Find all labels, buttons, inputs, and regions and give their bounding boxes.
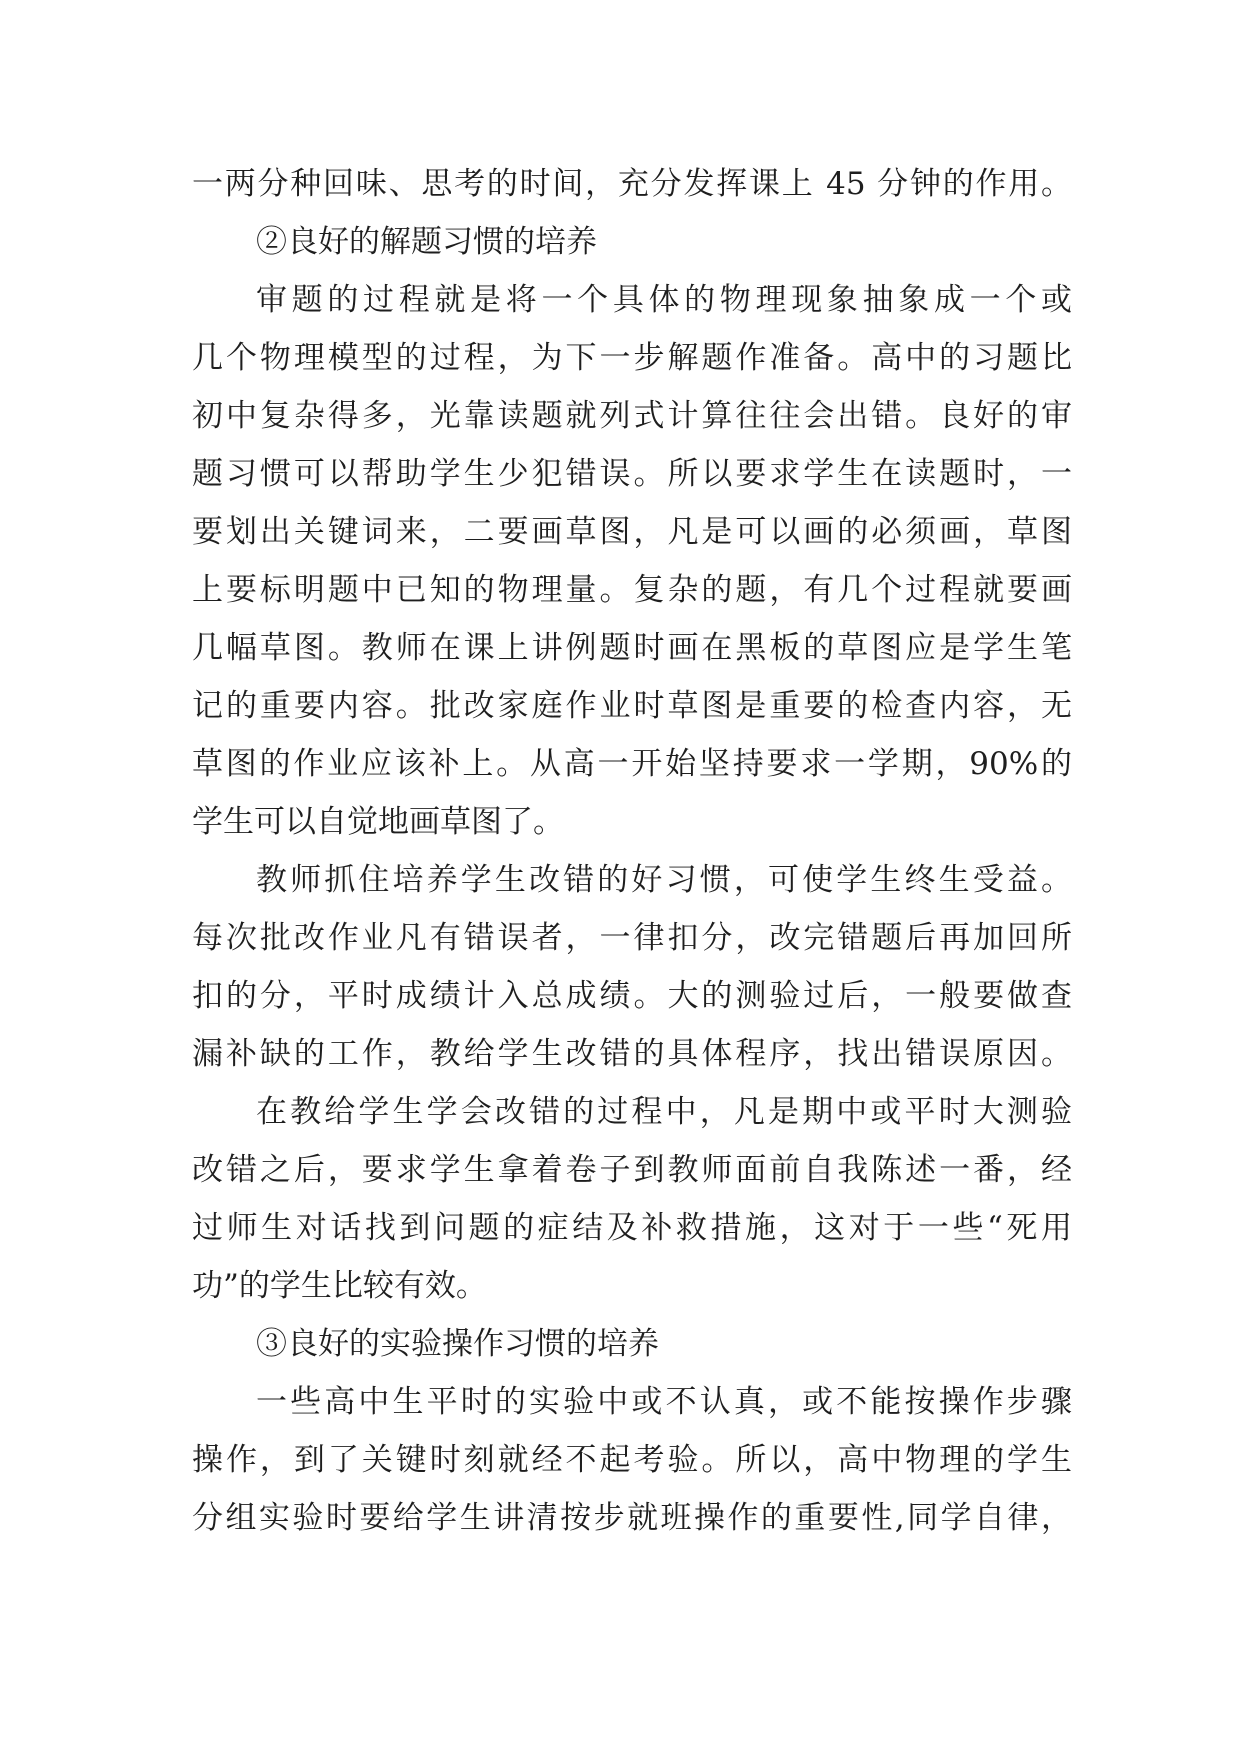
text-line: 改错之后，要求学生拿着卷子到教师面前自我陈述一番，经 <box>192 1152 1072 1188</box>
paragraph-first-line: 教师抓住培养学生改错的好习惯，可使学生终生受益。 <box>256 862 1072 898</box>
text-line: 每次批改作业凡有错误者，一律扣分，改完错题后再加回所 <box>192 920 1072 956</box>
text-line: 漏补缺的工作，教给学生改错的具体程序，找出错误原因。 <box>192 1036 1072 1072</box>
paragraph-first-line: 一些高中生平时的实验中或不认真，或不能按操作步骤 <box>256 1384 1072 1420</box>
text-line: 初中复杂得多，光靠读题就列式计算往往会出错。良好的审 <box>192 398 1072 434</box>
text-line: 扣的分，平时成绩计入总成绩。大的测验过后，一般要做查 <box>192 978 1072 1014</box>
text-line: 要划出关键词来，二要画草图，凡是可以画的必须画，草图 <box>192 514 1072 550</box>
text-line: 分组实验时要给学生讲清按步就班操作的重要性,同学自律， <box>192 1500 1072 1536</box>
text-line: 上要标明题中已知的物理量。复杂的题，有几个过程就要画 <box>192 572 1072 608</box>
text-line: 记的重要内容。批改家庭作业时草图是重要的检查内容，无 <box>192 688 1072 724</box>
text-line: 几幅草图。教师在课上讲例题时画在黑板的草图应是学生笔 <box>192 630 1072 666</box>
text-line: 一两分种回味、思考的时间，充分发挥课上 45 分钟的作用。 <box>192 166 1072 202</box>
paragraph-first-line: 在教给学生学会改错的过程中，凡是期中或平时大测验 <box>256 1094 1072 1130</box>
paragraph-first-line: 审题的过程就是将一个具体的物理现象抽象成一个或 <box>256 282 1072 318</box>
text-line: 过师生对话找到问题的症结及补救措施，这对于一些“死用 <box>192 1210 1072 1246</box>
text-line: 题习惯可以帮助学生少犯错误。所以要求学生在读题时，一 <box>192 456 1072 492</box>
text-line: 草图的作业应该补上。从高一开始坚持要求一学期，90%的 <box>192 746 1072 782</box>
text-line: 几个物理模型的过程，为下一步解题作准备。高中的习题比 <box>192 340 1072 376</box>
paragraph-last-line: 学生可以自觉地画草图了。 <box>192 804 564 840</box>
section-heading: ②良好的解题习惯的培养 <box>256 224 597 260</box>
section-heading: ③良好的实验操作习惯的培养 <box>256 1326 659 1362</box>
paragraph-last-line: 功”的学生比较有效。 <box>192 1268 487 1304</box>
text-line: 操作，到了关键时刻就经不起考验。所以，高中物理的学生 <box>192 1442 1072 1478</box>
